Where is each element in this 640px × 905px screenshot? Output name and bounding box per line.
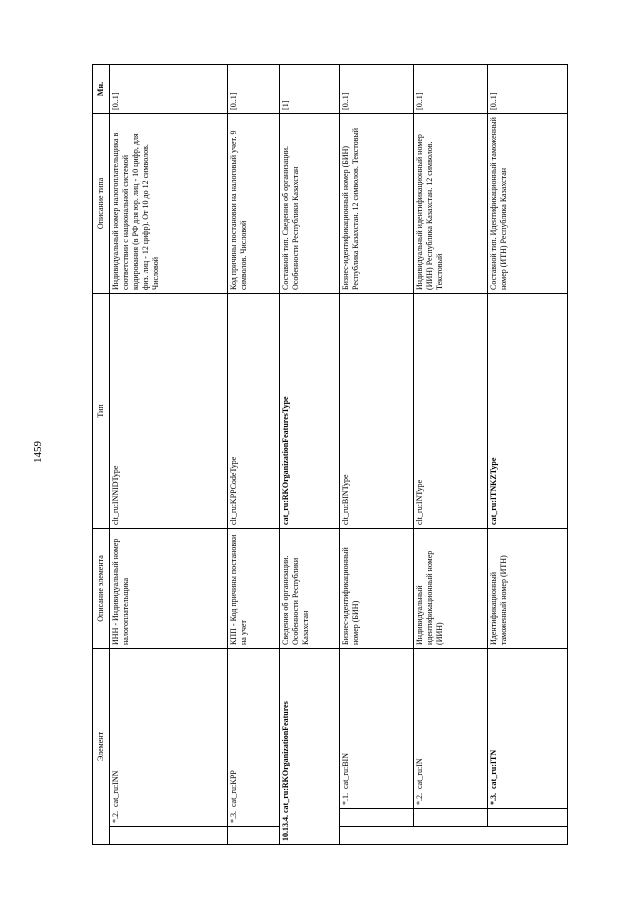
element-cell <box>280 648 340 844</box>
indent-cell <box>228 827 280 845</box>
header-card: Мн. <box>93 64 110 113</box>
element-cell <box>414 648 488 808</box>
rotated-page-content <box>92 65 607 845</box>
table-header-row <box>93 64 110 844</box>
type-desc-cell: Индивидуальный идентификационный номер (ИИН) Республика Казахстан. 12 символов. Текстовый <box>414 113 488 293</box>
element-name: cat_ru:KPP <box>229 770 238 807</box>
element-desc-cell: ИНН - Индивидуальный номер налогоплательщика <box>110 528 228 648</box>
header-type: Тип <box>93 293 110 528</box>
element-cell <box>340 648 414 808</box>
type-cell: clt_ru:INNIDType <box>110 293 228 528</box>
page-number: 1459 <box>32 441 44 463</box>
type-cell: cat_ru:RKOrganizationFeaturesType <box>280 293 340 528</box>
element-desc-cell: КПП - Код причины постановки на учет <box>228 528 280 648</box>
indent-cell <box>340 827 414 845</box>
header-element-desc: Описание элемента <box>93 528 110 648</box>
header-type-desc: Описание типа <box>93 113 110 293</box>
type-cell: cat_ru:ITNKZType <box>488 293 568 528</box>
type-desc-cell: Бизнес-идентификационный номер (БИН) Республика Казахстан. 12 символов. Текстовый <box>340 113 414 293</box>
element-desc-cell: Сведения об организации. Особенности Республики Казахстан <box>280 528 340 648</box>
table-row <box>340 64 414 844</box>
cardinality-cell: [0..1] <box>110 64 228 113</box>
row-number: *.3. <box>229 811 238 823</box>
element-name: cat_ru:INN <box>111 770 120 807</box>
element-cell <box>488 648 568 808</box>
element-name: cat_ru:RKOrganizationFeatures <box>281 701 290 813</box>
row-number: *.2. <box>415 793 424 805</box>
element-desc-cell: Бизнес-идентификационный номер (БИН) <box>340 528 414 648</box>
type-desc-cell: Составной тип. Сведения об организации. Особенности Республики Казахстан <box>280 113 340 293</box>
row-number: *.3. <box>489 793 498 805</box>
cardinality-cell: [0..1] <box>488 64 568 113</box>
type-cell: clt_ru:BINType <box>340 293 414 528</box>
indent-cell <box>340 809 414 827</box>
element-desc-cell: Идентификационный таможенный номер (ИТН) <box>488 528 568 648</box>
table-row <box>110 64 228 844</box>
element-cell <box>228 648 280 826</box>
table-row <box>414 64 488 844</box>
element-table <box>92 64 568 845</box>
element-cell <box>110 648 228 826</box>
indent-cell <box>414 809 488 827</box>
type-desc-cell: Составной тип. Идентификационный таможенный номер (ИТН) Республика Казахстан <box>488 113 568 293</box>
type-cell: clt_ru:INType <box>414 293 488 528</box>
indent-cell <box>414 827 488 845</box>
cardinality-cell: [1] <box>280 64 340 113</box>
row-number: *.1. <box>341 793 350 805</box>
table-row <box>228 64 280 844</box>
element-desc-cell: Индивидуальный идентификационный номер (ИИН) <box>414 528 488 648</box>
type-desc-cell: Код причины постановки на налоговый учет. 9 символов. Числовой <box>228 113 280 293</box>
row-number: *.2. <box>111 811 120 823</box>
element-name: cat_ru:IN <box>415 758 424 789</box>
indent-cell <box>488 827 568 845</box>
indent-cell <box>488 809 568 827</box>
element-name: cat_ru:BIN <box>341 753 350 789</box>
cardinality-cell: [0..1] <box>228 64 280 113</box>
type-cell: clt_ru:KPPCodeType <box>228 293 280 528</box>
header-element: Элемент <box>93 648 110 844</box>
cardinality-cell: [0..1] <box>414 64 488 113</box>
table-row <box>280 64 340 844</box>
row-number: 10.13.4. <box>281 815 290 841</box>
cardinality-cell: [0..1] <box>340 64 414 113</box>
table-row <box>488 64 568 844</box>
type-desc-cell: Индивидуальный номер налогоплательщика в соответствии с национальной системой кодирования (в РФ для юр. лиц - 10 цифр, для физ. лиц - 12 цифр). От 10 до 12 символов. Числовой <box>110 113 228 293</box>
indent-cell <box>110 827 228 845</box>
element-name: cat_ru:ITN <box>489 749 498 789</box>
